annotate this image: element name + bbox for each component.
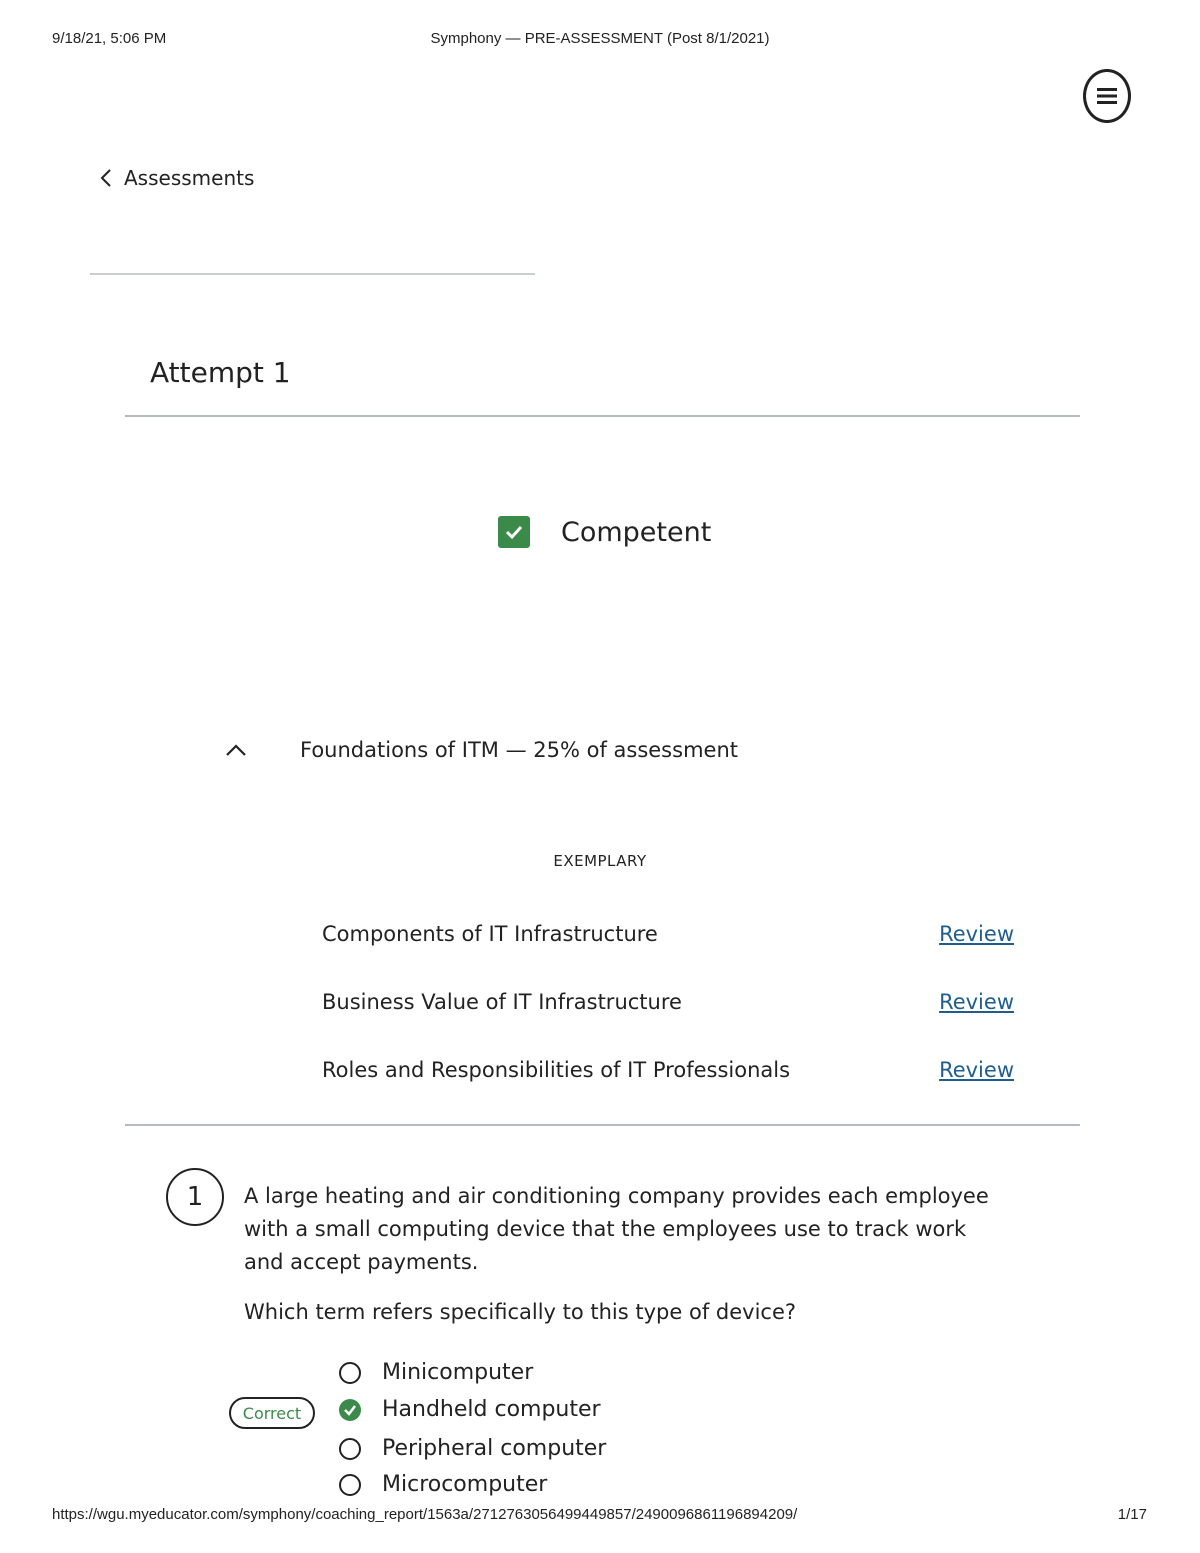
review-link[interactable]: Review — [939, 990, 1014, 1014]
question-text: A large heating and air conditioning company provides each employee with a small computing device that the employees use to track work and accept payments. — [244, 1184, 989, 1274]
correct-badge: Correct — [229, 1397, 315, 1429]
radio-unselected-icon — [339, 1474, 361, 1496]
print-url: https://wgu.myeducator.com/symphony/coaching_report/1563a/2712763056499449857/2490096861196894209/ — [52, 1506, 798, 1523]
print-page-title: Symphony — PRE-ASSESSMENT (Post 8/1/2021) — [430, 30, 770, 47]
answer-option[interactable] — [339, 1436, 606, 1461]
back-to-assessments-link[interactable] — [100, 166, 254, 190]
check-circle-icon — [339, 1399, 361, 1421]
section-toggle[interactable] — [225, 738, 738, 762]
topic-name: Components of IT Infrastructure — [322, 922, 658, 946]
topic-row — [322, 1058, 1014, 1082]
print-datetime: 9/18/21, 5:06 PM — [52, 30, 167, 47]
review-link[interactable]: Review — [939, 922, 1014, 946]
answer-option[interactable] — [339, 1472, 547, 1497]
option-label: Peripheral computer — [382, 1436, 607, 1461]
divider — [125, 415, 1080, 417]
radio-unselected-icon — [339, 1438, 361, 1460]
divider — [125, 1124, 1080, 1126]
question-prompt: Which term refers specifically to this type of device? — [244, 1300, 797, 1324]
topic-name: Roles and Responsibilities of IT Professionals — [322, 1058, 791, 1082]
chevron-up-icon — [225, 743, 247, 757]
answer-option-selected[interactable] — [339, 1397, 601, 1422]
competency-status — [498, 516, 711, 548]
attempt-title: Attempt 1 — [150, 356, 291, 389]
divider — [90, 273, 535, 275]
performance-level: EXEMPLARY — [553, 852, 647, 870]
option-label: Minicomputer — [382, 1360, 534, 1385]
radio-unselected-icon — [339, 1362, 361, 1384]
page-number: 1/17 — [1117, 1506, 1147, 1523]
option-label: Microcomputer — [382, 1472, 548, 1497]
menu-button[interactable] — [1083, 69, 1131, 123]
topic-row — [322, 922, 1014, 946]
chevron-left-icon — [100, 168, 112, 188]
answer-option[interactable] — [339, 1360, 533, 1385]
checkbox-checked-icon — [498, 516, 530, 548]
topic-name: Business Value of IT Infrastructure — [322, 990, 682, 1014]
back-link-label: Assessments — [124, 166, 255, 190]
option-label: Handheld computer — [382, 1397, 601, 1422]
question-number: 1 — [166, 1168, 224, 1226]
section-title: Foundations of ITM — 25% of assessment — [300, 738, 738, 762]
topic-row — [322, 990, 1014, 1014]
status-label: Competent — [561, 516, 712, 548]
hamburger-menu-icon — [1097, 87, 1117, 105]
review-link[interactable]: Review — [939, 1058, 1014, 1082]
